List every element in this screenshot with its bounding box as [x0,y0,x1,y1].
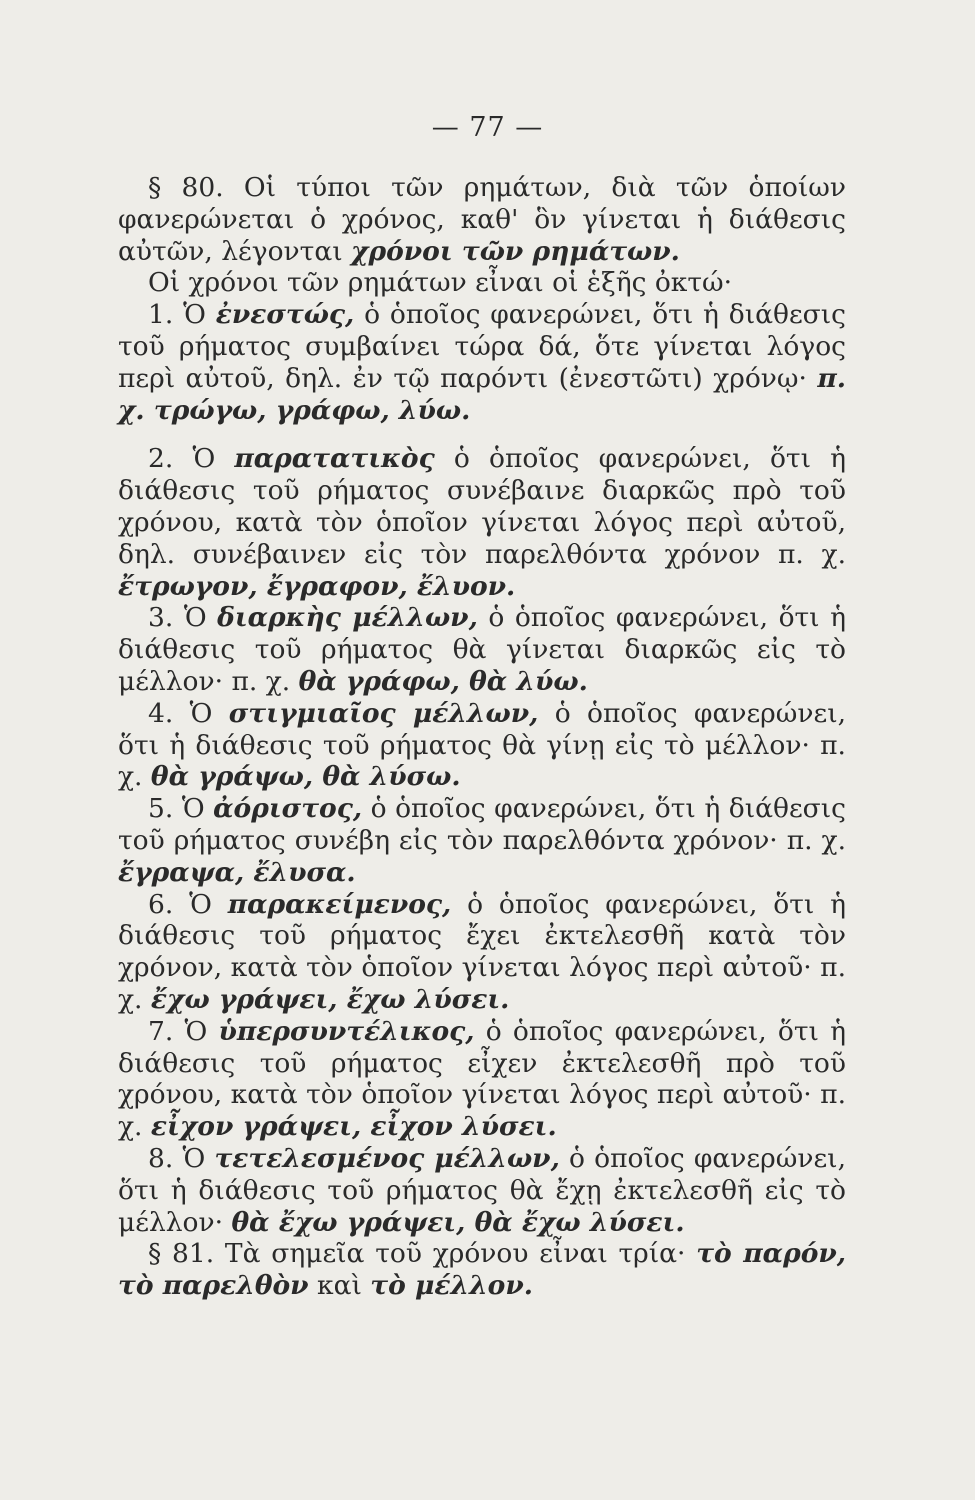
text-run: 7. Ὁ [148,1015,219,1047]
text-run: ὁ ὁποῖος φανερώνει, ὅτι ἡ διάθεσις τοῦ ρήματος θὰ γίνεται διαρκῶς εἰς τὸ μέλλον· π. χ. [118,602,846,697]
text-run: 4. Ὁ [148,697,229,729]
paragraph-section-81 [118,1238,846,1302]
text-run: § 81. Τὰ σημεῖα τοῦ χρόνου εἶναι τρία· [148,1238,697,1270]
example-emphasis: θὰ γράψω, θὰ λύσω. [150,761,461,793]
body-text [118,172,846,1302]
term-emphasis: στιγμιαῖος μέλλων, [228,697,539,729]
term-emphasis: τὸ παρόν, τὸ παρελθὸν [118,1238,846,1302]
paragraph-tense-8 [118,1143,846,1238]
example-emphasis: θὰ γράφω, θὰ λύω. [298,665,588,697]
text-run: ὁ ὁποῖος φανερώνει, ὅτι ἡ διάθεσις τοῦ ρήματος ἔχει ἐκτελεσθῆ κατὰ τὸν χρόνον, κατὰ τὸν ὁποῖον γίνεται λόγος περὶ αὐτοῦ· π. χ. [118,888,846,1015]
paragraph-tense-5 [118,793,846,888]
term-emphasis: ἀόριστος, [213,793,363,825]
text-run: 5. Ὁ [148,793,214,825]
text-run: ὁ ὁποῖος φανερώνει, ὅτι ἡ διάθεσις τοῦ ρήματος συνέβη εἰς τὸν παρελθόντα χρόνον· π. χ. [118,793,847,856]
example-emphasis: ἔτρωγον, ἔγραφον, ἔλυον. [118,570,516,602]
paragraph-section-80 [118,172,846,267]
text-run: 3. Ὁ [148,602,218,634]
term-emphasis: διαρκὴς μέλλων, [217,602,478,634]
text-run: 6. Ὁ [148,888,228,920]
example-emphasis: εἶχον γράψει, εἶχον λύσει. [150,1111,557,1143]
term-emphasis: τετελεσμένος μέλλων, [214,1142,560,1174]
text-run: 1. Ὁ [148,299,216,331]
text-run: 8. Ὁ [148,1142,215,1174]
text-run: καὶ [308,1270,371,1302]
term-emphasis: ὑπερσυντέλικος, [218,1015,475,1047]
term-emphasis: παρατατικὸς [234,443,435,475]
paragraph-tense-count [118,267,846,299]
paragraph-tense-2 [118,443,846,602]
paragraph-tense-6 [118,889,846,1016]
text-run: 2. Ὁ [148,443,235,475]
paragraph-tense-7 [118,1016,846,1143]
text-run: Οἱ χρόνοι τῶν ρημάτων εἶναι οἱ ἑξῆς ὀκτώ· [148,267,733,299]
text-run: ὁ ὁποῖος φανερώνει, ὅτι ἡ διάθεσις τοῦ ρήματος θὰ ἔχῃ ἐκτελεσθῆ εἰς τὸ μέλλον· [118,1142,846,1238]
term-emphasis: τὸ μέλλον. [370,1270,533,1302]
term-emphasis: ἐνεστώς, [215,299,355,331]
text-run: ὁ ὁποῖος φανερώνει, ὅτι ἡ διάθεσις τοῦ ρήματος θὰ γίνῃ εἰς τὸ μέλλον· π. χ. [118,697,847,793]
example-emphasis: π. χ. τρώγω, γράφω, λύω. [118,362,846,426]
example-emphasis: θὰ ἔχω γράψει, θὰ ἔχω λύσει. [231,1206,685,1238]
term-emphasis: παρακείμενος, [227,888,452,920]
text-run: ὁ ὁποῖος φανερώνει, ὅτι ἡ διάθεσις τοῦ ρήματος συνέβαινε διαρκῶς πρὸ τοῦ χρόνου, κατὰ τὸν ὁποῖον γίνεται λόγος περὶ αὐτοῦ, δηλ. συνέβαινεν εἰς τὸν παρελθόντα χρόνον π. χ. [118,443,846,570]
text-run: ὁ ὁποῖος φανερώνει, ὅτι ἡ διάθεσις τοῦ ρήματος εἶχεν ἐκτελεσθῆ πρὸ τοῦ χρόνου, κατὰ τὸν ὁποῖον γίνεται λόγος περὶ αὐτοῦ· π. χ. [118,1015,846,1143]
page-number: — 77 — [431,112,544,143]
example-emphasis: ἔγραψα, ἔλυσα. [118,856,356,888]
text-run: ὁ ὁποῖος φανερώνει, ὅτι ἡ διάθεσις τοῦ ρήματος συμβαίνει τώρα δά, ὅτε γίνεται λόγος περὶ αὐτοῦ, δηλ. ἐν τῷ παρόντι (ἐνεστῶτι) χρόνῳ· [118,299,846,394]
paragraph-tense-1 [118,299,846,426]
paragraph-tense-4 [118,698,846,793]
text-run: § 80. Οἱ τύποι τῶν ρημάτων, διὰ τῶν ὁποίων φανερώνεται ὁ χρόνος, καθ' ὃν γίνεται ἡ διάθεσις αὐτῶν, λέγονται [118,172,846,267]
paragraph-tense-3 [118,602,846,697]
term-emphasis: χρόνοι τῶν ρημάτων. [351,235,680,267]
example-emphasis: ἔχω γράψει, ἔχω λύσει. [150,983,510,1015]
